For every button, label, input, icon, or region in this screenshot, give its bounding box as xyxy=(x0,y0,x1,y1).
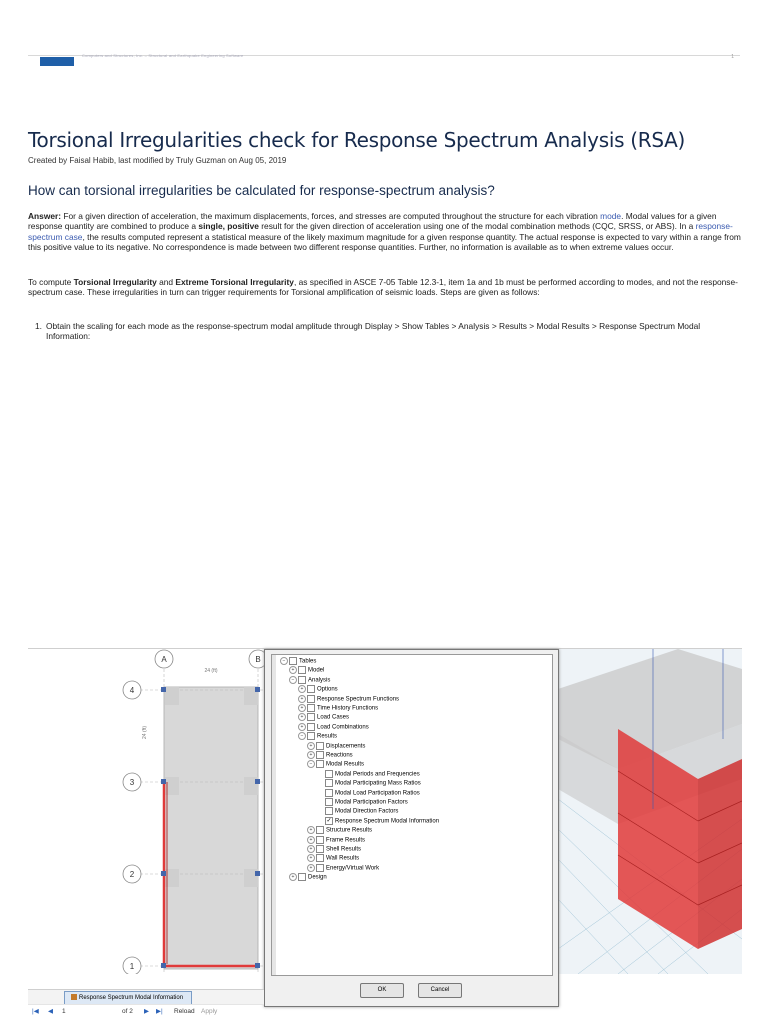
mode-link[interactable]: mode xyxy=(600,211,622,221)
step-item-1 xyxy=(35,321,746,342)
tree-node-label: Model xyxy=(308,667,325,674)
tree-node[interactable] xyxy=(298,723,369,732)
tree-node[interactable] xyxy=(298,695,399,704)
answer-text-4: , the results computed represent a statistical measure of the likely maximum magnitude for a given response quantity. The actual response is expected to vary within a range from this positive value to its negative. No correspondence is made between two different response quantities. Further, no information is available as to when extreme values occur. xyxy=(28,231,741,253)
expand-icon[interactable]: + xyxy=(298,695,306,703)
company-logo xyxy=(40,57,74,66)
answer-paragraph xyxy=(28,211,743,253)
tab-response-spectrum-modal-information[interactable] xyxy=(64,991,192,1004)
tree-node-label: Reactions xyxy=(326,752,353,759)
dimension-side: 24 (ft) xyxy=(142,725,148,739)
tree-checkbox[interactable]: ✓ xyxy=(326,817,332,824)
tree-checkbox[interactable] xyxy=(316,836,324,844)
ok-button[interactable]: OK xyxy=(360,983,404,998)
expand-icon[interactable]: + xyxy=(307,836,315,844)
tree-checkbox[interactable] xyxy=(307,713,315,721)
joint-marker xyxy=(161,871,166,876)
slab-outline xyxy=(164,687,258,969)
tables-tree xyxy=(271,654,553,976)
joint-marker xyxy=(255,779,260,784)
tree-node-label: Load Combinations xyxy=(317,724,369,731)
choose-tables-dialog xyxy=(264,649,559,1007)
page-count: of 2 xyxy=(122,1008,133,1015)
joint-marker xyxy=(161,963,166,968)
tree-node[interactable] xyxy=(289,873,327,882)
tree-checkbox[interactable] xyxy=(316,854,324,862)
tree-node[interactable] xyxy=(316,798,408,807)
tree-checkbox[interactable] xyxy=(307,685,315,693)
column-pad xyxy=(165,687,179,705)
tree-node[interactable] xyxy=(307,742,365,751)
tree-node[interactable] xyxy=(307,836,365,845)
tree-checkbox[interactable] xyxy=(307,732,315,740)
tree-node-label: Shell Results xyxy=(326,846,362,853)
tree-node[interactable] xyxy=(289,676,330,685)
compute-text-2: and xyxy=(156,277,176,287)
expand-icon[interactable]: + xyxy=(307,751,315,759)
tree-node[interactable] xyxy=(298,713,349,722)
joint-marker xyxy=(255,871,260,876)
byline: Created by Faisal Habib, last modified by Truly Guzman on Aug 05, 2019 xyxy=(28,156,287,165)
last-page-button[interactable]: ▶| xyxy=(156,1008,163,1015)
tree-node-label: Displacements xyxy=(326,743,366,750)
tree-node[interactable] xyxy=(307,854,359,863)
tree-node[interactable] xyxy=(316,817,439,826)
tree-node-label: Tables xyxy=(299,658,317,665)
tree-node[interactable] xyxy=(298,685,338,694)
prev-page-button[interactable]: ◀ xyxy=(48,1008,53,1015)
question-heading: How can torsional irregularities be calculated for response-spectrum analysis? xyxy=(28,183,495,198)
single-positive-bold: single, positive xyxy=(198,221,259,232)
tree-node-label: Time History Functions xyxy=(317,705,379,712)
tree-node[interactable] xyxy=(289,666,324,675)
tree-node[interactable] xyxy=(316,789,420,798)
tree-node-label: Frame Results xyxy=(326,837,366,844)
software-screenshot xyxy=(28,648,742,1021)
plan-drawing xyxy=(28,649,268,974)
table-tab-bar xyxy=(28,989,264,1004)
response-spectrum-case-link[interactable]: response-spectrum case xyxy=(28,221,733,242)
step-number: 1. xyxy=(35,321,42,331)
expand-icon[interactable]: + xyxy=(307,864,315,872)
tree-node-label: Results xyxy=(317,733,338,740)
tree-checkbox[interactable] xyxy=(325,779,333,787)
grid-label-3: 3 xyxy=(129,778,135,787)
grid-label-b: B xyxy=(255,655,261,664)
grid-label-a: A xyxy=(161,655,167,664)
tree-node[interactable] xyxy=(307,845,361,854)
expand-icon[interactable]: + xyxy=(307,826,315,834)
tree-node-label: Modal Load Participation Ratios xyxy=(335,790,420,797)
cancel-button[interactable]: Cancel xyxy=(418,983,462,998)
tree-scrollbar[interactable] xyxy=(272,655,276,975)
expand-icon[interactable]: + xyxy=(298,685,306,693)
page-number: 1 xyxy=(731,54,734,60)
answer-text-1: For a given direction of acceleration, the maximum displacements, forces, and stresses are computed throughout the structure for each vibration xyxy=(61,211,601,221)
tree-node[interactable] xyxy=(280,657,316,666)
grid-label-1: 1 xyxy=(129,962,135,971)
joint-marker xyxy=(161,779,166,784)
collapse-icon[interactable]: − xyxy=(307,760,315,768)
tree-checkbox[interactable] xyxy=(298,873,306,881)
tree-node[interactable] xyxy=(307,826,372,835)
tree-node-label: Response Spectrum Modal Information xyxy=(335,818,440,825)
answer-text-2: . Modal values for a given response quantity are combined to produce a xyxy=(28,211,717,232)
tree-checkbox[interactable] xyxy=(298,676,306,684)
tree-node-label: Load Cases xyxy=(317,714,350,721)
3d-model-view xyxy=(558,649,742,974)
tree-node-label: Modal Direction Factors xyxy=(335,808,399,815)
tree-checkbox[interactable] xyxy=(316,826,324,834)
grid-label-4: 4 xyxy=(129,686,135,695)
expand-icon[interactable]: + xyxy=(298,723,306,731)
tab-label: Response Spectrum Modal Information xyxy=(79,995,184,1001)
collapse-icon[interactable]: − xyxy=(289,676,297,684)
tree-checkbox[interactable] xyxy=(316,751,324,759)
tree-node-label: Wall Results xyxy=(326,855,360,862)
tree-node-label: Analysis xyxy=(308,677,331,684)
table-icon xyxy=(71,994,77,1000)
tree-node[interactable] xyxy=(316,779,421,788)
tree-checkbox[interactable] xyxy=(307,695,315,703)
reload-button[interactable]: Reload xyxy=(174,1008,195,1015)
compute-paragraph xyxy=(28,277,743,298)
table-navigation-bar xyxy=(28,1004,264,1019)
compute-text-1: To compute xyxy=(28,277,74,287)
shear-wall-3d-side xyxy=(698,759,742,949)
3d-model-drawing xyxy=(558,649,742,974)
tree-node[interactable] xyxy=(307,760,364,769)
tree-checkbox[interactable] xyxy=(298,666,306,674)
tree-checkbox[interactable] xyxy=(316,742,324,750)
tree-checkbox[interactable] xyxy=(307,723,315,731)
plan-view xyxy=(28,649,268,974)
next-page-button[interactable]: ▶ xyxy=(144,1008,149,1015)
tree-checkbox[interactable] xyxy=(316,845,324,853)
compute-text-3: , as specified in ASCE 7-05 Table 12.3-1, item 1a and 1b must be performed according to modes, and not the response-spectrum case. These irregularities in turn can trigger requirements for Torsional amplification of seismic loads. Steps are given as follows: xyxy=(28,277,738,298)
page-title: Torsional Irregularities check for Response Spectrum Analysis (RSA) xyxy=(28,128,686,152)
tree-node-label: Options xyxy=(317,686,338,693)
tree-checkbox[interactable] xyxy=(316,760,324,768)
collapse-icon[interactable]: − xyxy=(280,657,288,665)
torsional-irregularity-bold: Torsional Irregularity xyxy=(73,277,157,287)
tree-node[interactable] xyxy=(316,807,398,816)
tree-node[interactable] xyxy=(316,770,420,779)
tree-node[interactable] xyxy=(298,704,378,713)
tree-node-label: Response Spectrum Functions xyxy=(317,696,400,703)
tree-checkbox[interactable] xyxy=(325,807,333,815)
tree-node-label: Modal Periods and Frequencies xyxy=(335,771,420,778)
tree-node-label: Structure Results xyxy=(326,827,373,834)
first-page-button[interactable]: |◀ xyxy=(32,1008,39,1015)
expand-icon[interactable]: + xyxy=(289,666,297,674)
expand-icon[interactable]: + xyxy=(307,742,315,750)
tree-checkbox[interactable] xyxy=(307,704,315,712)
grid-label-2: 2 xyxy=(129,870,135,879)
expand-icon[interactable]: + xyxy=(307,845,315,853)
tree-checkbox[interactable] xyxy=(289,657,297,665)
expand-icon[interactable]: + xyxy=(289,873,297,881)
joint-marker xyxy=(255,687,260,692)
tree-node-label: Energy/Virtual Work xyxy=(326,865,380,872)
tree-node[interactable] xyxy=(307,864,379,873)
tree-node[interactable] xyxy=(307,751,353,760)
dimension-top: 24 (ft) xyxy=(204,668,218,674)
answer-text-3: result for the given direction of acceleration using one of the modal combination methods (CQC, SRSS, or ABS). In a xyxy=(258,221,696,232)
tree-node-label: Design xyxy=(308,874,327,881)
collapse-icon[interactable]: − xyxy=(298,732,306,740)
page-input[interactable]: 1 xyxy=(62,1008,66,1015)
tree-node-label: Modal Results xyxy=(326,761,365,768)
apply-button[interactable]: Apply xyxy=(201,1008,218,1015)
joint-marker xyxy=(161,687,166,692)
extreme-torsional-bold: Extreme Torsional Irregularity xyxy=(175,277,294,287)
tree-node-label: Modal Participation Factors xyxy=(335,799,408,806)
expand-icon[interactable]: + xyxy=(298,713,306,721)
header-tagline: Computers and Structures, Inc. – Structural and Earthquake Engineering Software xyxy=(82,53,244,58)
answer-label: Answer: xyxy=(28,211,62,221)
expand-icon[interactable]: + xyxy=(298,704,306,712)
tree-checkbox[interactable] xyxy=(325,798,333,806)
tree-checkbox[interactable] xyxy=(325,770,333,778)
joint-marker xyxy=(255,963,260,968)
tree-node-label: Modal Participating Mass Ratios xyxy=(335,780,421,787)
tree-node[interactable] xyxy=(298,732,337,741)
step-text: Obtain the scaling for each mode as the response-spectrum modal amplitude through Display > Show Tables > Analysis > Results > Modal Results > Response Spectrum Modal Information: xyxy=(46,321,701,342)
tree-checkbox[interactable] xyxy=(325,789,333,797)
tree-checkbox[interactable] xyxy=(316,864,324,872)
expand-icon[interactable]: + xyxy=(307,854,315,862)
